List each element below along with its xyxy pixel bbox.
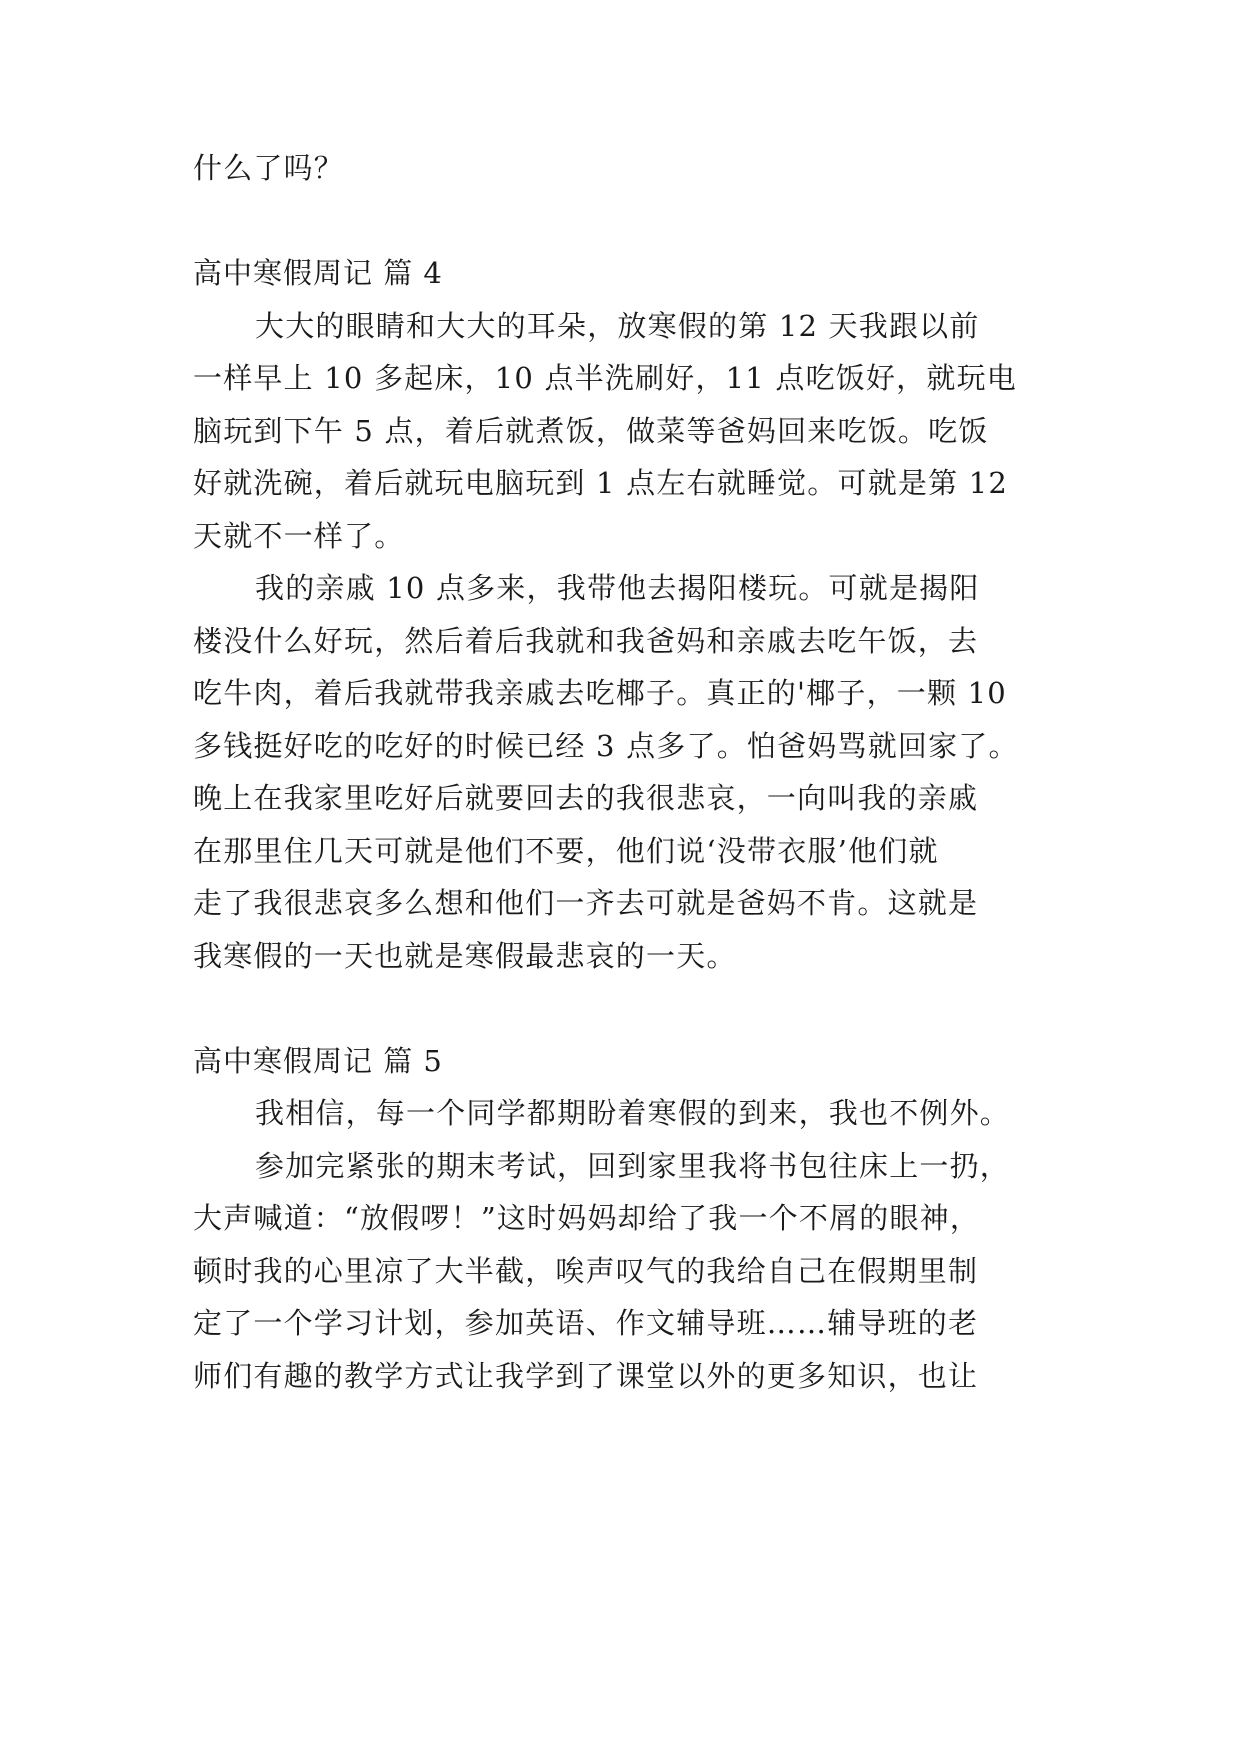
paragraph-line: 师们有趣的教学方式让我学到了课堂以外的更多知识，也让 (193, 1359, 979, 1393)
paragraph-line: 大大的眼睛和大大的耳朵，放寒假的第 12 天我跟以前 (255, 309, 980, 343)
paragraph-line: 定了一个学习计划，参加英语、作文辅导班……辅导班的老 (193, 1306, 979, 1340)
paragraph-line: 好就洗碗，着后就玩电脑玩到 1 点左右就睡觉。可就是第 12 (193, 466, 1009, 500)
paragraph-line: 吃牛肉，着后我就带我亲戚去吃椰子。真正的'椰子，一颗 10 (193, 676, 1007, 710)
paragraph-line: 参加完紧张的期末考试，回到家里我将书包往床上一扔， (255, 1149, 1011, 1183)
paragraph-line: 晚上在我家里吃好后就要回去的我很悲哀，一向叫我的亲戚 (193, 781, 979, 815)
paragraph-line: 楼没什么好玩，然后着后我就和我爸妈和亲戚去吃午饭，去 (193, 624, 979, 658)
paragraph-line: 一样早上 10 多起床，10 点半洗刷好，11 点吃饭好，就玩电 (193, 361, 1017, 395)
section-heading-5: 高中寒假周记 篇 5 (193, 1044, 443, 1078)
paragraph-line: 大声喊道：“放假啰！”这时妈妈却给了我一个不屑的眼神， (193, 1201, 981, 1235)
paragraph-line: 天就不一样了。 (193, 519, 405, 553)
paragraph-line: 走了我很悲哀多么想和他们一齐去可就是爸妈不肯。这就是 (193, 886, 979, 920)
paragraph-line: 多钱挺好吃的吃好的时候已经 3 点多了。怕爸妈骂就回家了。 (193, 729, 1019, 763)
paragraph-line: 脑玩到下午 5 点，着后就煮饭，做菜等爸妈回来吃饭。吃饭 (193, 414, 989, 448)
paragraph-line: 我寒假的一天也就是寒假最悲哀的一天。 (193, 939, 737, 973)
paragraph-line: 我的亲戚 10 点多来，我带他去揭阳楼玩。可就是揭阳 (255, 571, 980, 605)
paragraph-line: 在那里住几天可就是他们不要，他们说‘没带衣服’他们就 (193, 834, 939, 868)
continuation-line: 什么了吗？ (193, 151, 345, 185)
section-heading-4: 高中寒假周记 篇 4 (193, 256, 443, 290)
paragraph-line: 我相信，每一个同学都期盼着寒假的到来，我也不例外。 (255, 1096, 1011, 1130)
paragraph-line: 顿时我的心里凉了大半截，唉声叹气的我给自己在假期里制 (193, 1254, 979, 1288)
